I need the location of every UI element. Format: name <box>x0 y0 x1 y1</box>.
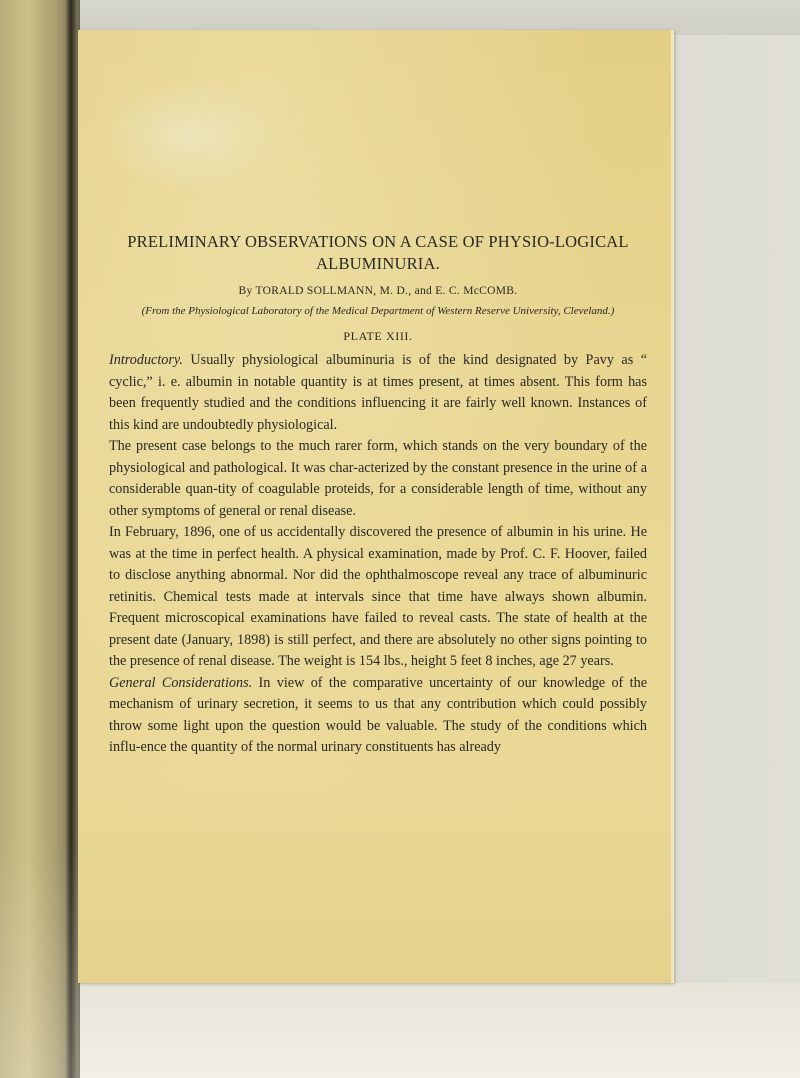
article-affiliation: (From the Physiological Laboratory of the Medical Department of Western Reserve University, Cleveland.) <box>141 305 615 317</box>
paragraph-case-history <box>109 522 647 673</box>
page-edge <box>671 30 674 983</box>
article-title: PRELIMINARY OBSERVATIONS ON A CASE OF PHYSIO-LOGICAL ALBUMINURIA. <box>127 232 629 273</box>
paragraph-present-case <box>109 436 647 522</box>
paragraph-lead: Introductory. <box>109 352 183 368</box>
paragraph-lead: General Considerations. <box>109 674 253 691</box>
background-bottom <box>80 983 800 1078</box>
paragraph-text: Usually physiological albuminuria is of the kind designated by Pavy as “ cyclic,” i. e. albumin in notable quantity is at times present, at times absent. This form has been frequently studied and the conditions influencing it are fairly well known. Instances of this kind are undoubtedly physiological. <box>109 352 647 433</box>
paragraph-general-considerations <box>109 673 647 759</box>
article-body <box>109 231 647 759</box>
plate-label: PLATE XIII. <box>343 329 413 343</box>
paragraph-text: In view of the comparative uncertainty of our knowledge of the mechanism of urinary secretion, it seems to us that any contribution which could possibly throw some light upon the question would be valuable. The study of the conditions which influ-ence the quantity of the normal urinary constituents has already <box>109 674 648 755</box>
article-authors: By TORALD SOLLMANN, M. D., and E. C. McCOMB. <box>238 285 518 297</box>
book-binding-edge <box>0 0 80 1078</box>
paragraph-text: The present case belongs to the much rarer form, which stands on the very boundary of the physiological and pathological. It was char-acterized by the constant presence in the urine of a considerable quan-tity of coagulable proteids, for a considerable length of time, without any other symptoms of general or renal disease. <box>109 438 647 519</box>
binding-lower-fade <box>0 840 80 1078</box>
book-page <box>78 30 674 983</box>
paragraph-text: In February, 1896, one of us accidentally discovered the presence of albumin in his urine. He was at the time in perfect health. A physical examination, made by Prof. C. F. Hoover, failed to disclose anything abnormal. Nor did the ophthalmoscope reveal any trace of albuminuric retinitis. Chemical tests made at intervals since that time have always shown albumin. Frequent microscopical examinations have failed to reveal casts. The state of health at the present date (January, 1898) is still perfect, and there are absolutely no other signs pointing to the presence of renal disease. The weight is 154 lbs., height 5 feet 8 inches, age 27 years. <box>109 524 647 669</box>
paragraph-introductory <box>109 350 647 436</box>
paper-stain <box>98 80 278 190</box>
